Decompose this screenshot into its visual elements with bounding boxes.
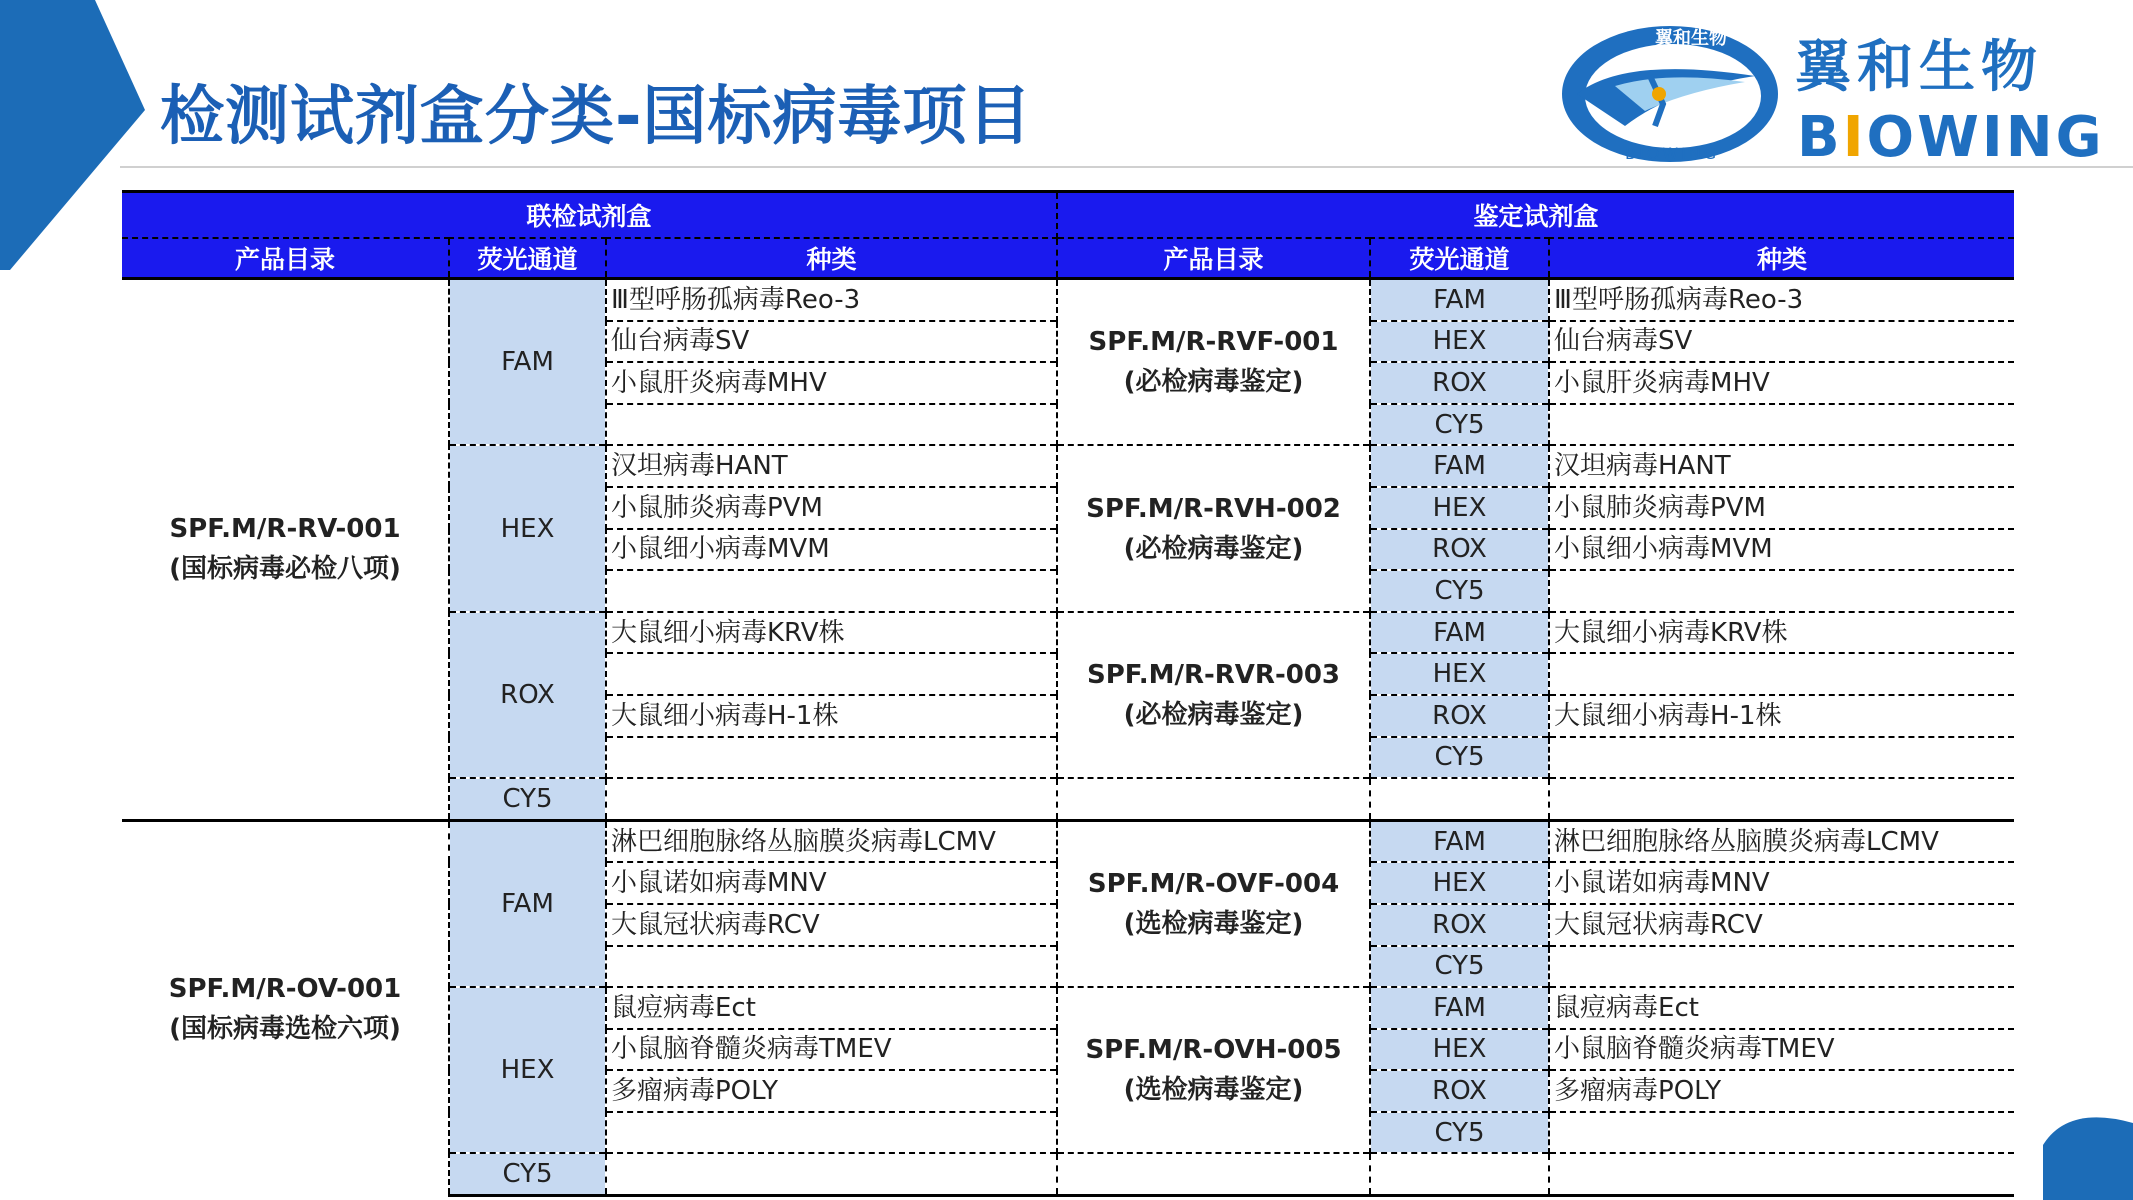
logo-en-part: B <box>1797 105 1843 170</box>
species-cell: 小鼠脑脊髓炎病毒TMEV <box>1549 1029 2014 1071</box>
species-cell: 仙台病毒SV <box>606 321 1057 363</box>
channel-cell: FAM <box>1370 279 1549 321</box>
empty-cell <box>1370 1153 1549 1195</box>
species-cell <box>1549 778 2014 820</box>
emblem-text-en: BIOWING <box>1625 144 1720 163</box>
product-code: SPF.M/R-OVH-005 <box>1085 1035 1342 1066</box>
product-cell <box>122 820 449 1195</box>
logo-en-part: OWING <box>1866 105 2105 170</box>
column-header-species: 种类 <box>1549 238 2014 279</box>
channel-cell: FAM <box>1370 820 1549 862</box>
species-cell: 大鼠细小病毒H-1株 <box>606 695 1057 737</box>
channel-cell: ROX <box>1370 529 1549 571</box>
species-cell: 小鼠诺如病毒MNV <box>606 862 1057 904</box>
product-cell <box>122 279 449 821</box>
species-cell: 小鼠肝炎病毒MHV <box>1549 362 2014 404</box>
channel-cell: FAM <box>449 820 606 987</box>
species-cell: 汉坦病毒HANT <box>606 445 1057 487</box>
logo-en-accent: I <box>1842 105 1867 170</box>
species-cell <box>606 653 1057 695</box>
empty-cell <box>1370 778 1549 820</box>
species-cell <box>606 404 1057 446</box>
species-cell: 大鼠细小病毒H-1株 <box>1549 695 2014 737</box>
empty-cell <box>1057 778 1370 820</box>
species-cell <box>606 946 1057 988</box>
channel-cell: ROX <box>449 612 606 778</box>
species-cell <box>606 1153 1057 1195</box>
table-row <box>122 279 2014 321</box>
product-code: SPF.M/R-RVF-001 <box>1088 327 1339 358</box>
species-cell <box>606 778 1057 820</box>
corner-decoration-bottom-right <box>2023 1105 2133 1200</box>
product-desc: (必检病毒鉴定) <box>1123 367 1304 398</box>
species-cell: 大鼠冠状病毒RCV <box>1549 904 2014 946</box>
channel-cell: CY5 <box>449 778 606 820</box>
channel-cell: ROX <box>1370 362 1549 404</box>
channel-cell: HEX <box>1370 653 1549 695</box>
species-cell <box>606 570 1057 612</box>
channel-cell: CY5 <box>1370 737 1549 779</box>
channel-cell: CY5 <box>1370 404 1549 446</box>
product-code: SPF.M/R-OV-001 <box>168 973 402 1004</box>
product-desc: (必检病毒鉴定) <box>1123 699 1304 730</box>
product-cell <box>1057 987 1370 1153</box>
species-cell: 大鼠细小病毒KRV株 <box>1549 612 2014 654</box>
species-cell <box>1549 570 2014 612</box>
product-desc: (国标病毒选检六项) <box>169 1013 401 1044</box>
column-header-product: 产品目录 <box>1057 238 1370 279</box>
channel-cell: CY5 <box>1370 570 1549 612</box>
product-desc: (选检病毒鉴定) <box>1123 1075 1304 1106</box>
species-cell: 多瘤病毒POLY <box>1549 1070 2014 1112</box>
channel-cell: HEX <box>1370 321 1549 363</box>
species-cell: 淋巴细胞脉络丛脑膜炎病毒LCMV <box>606 820 1057 862</box>
species-cell <box>606 1112 1057 1154</box>
species-cell: 小鼠肝炎病毒MHV <box>606 362 1057 404</box>
species-cell: 小鼠细小病毒MVM <box>1549 529 2014 571</box>
product-desc: (选检病毒鉴定) <box>1123 908 1304 939</box>
empty-cell <box>1057 1153 1370 1195</box>
emblem-text-cn: 翼和生物 <box>1655 28 1727 49</box>
species-cell <box>1549 737 2014 779</box>
species-cell: 小鼠诺如病毒MNV <box>1549 862 2014 904</box>
species-cell: 大鼠细小病毒KRV株 <box>606 612 1057 654</box>
logo-name-cn: 翼和生物 <box>1795 35 2043 100</box>
channel-cell: HEX <box>1370 862 1549 904</box>
column-header-product: 产品目录 <box>122 238 449 279</box>
channel-cell: FAM <box>1370 445 1549 487</box>
species-cell: 小鼠肺炎病毒PVM <box>1549 487 2014 529</box>
channel-cell: HEX <box>449 445 606 611</box>
product-cell <box>1057 820 1370 987</box>
species-cell: 多瘤病毒POLY <box>606 1070 1057 1112</box>
channel-cell: HEX <box>449 987 606 1153</box>
virus-kit-table <box>122 190 2014 1197</box>
channel-cell: ROX <box>1370 1070 1549 1112</box>
wing-emblem-icon <box>1555 16 1785 166</box>
product-code: SPF.M/R-OVF-004 <box>1087 868 1340 899</box>
virus-kit-table-container <box>122 190 2014 1190</box>
product-code: SPF.M/R-RVH-002 <box>1086 493 1341 524</box>
channel-cell: CY5 <box>1370 946 1549 988</box>
group-header-combined-kit: 联检试剂盒 <box>122 192 1057 239</box>
species-cell <box>1549 653 2014 695</box>
channel-cell: CY5 <box>1370 1112 1549 1154</box>
channel-cell: FAM <box>449 279 606 446</box>
page-title: 检测试剂盒分类-国标病毒项目 <box>160 80 1033 154</box>
species-cell: 淋巴细胞脉络丛脑膜炎病毒LCMV <box>1549 820 2014 862</box>
product-code: SPF.M/R-RVR-003 <box>1087 659 1341 690</box>
species-cell <box>606 737 1057 779</box>
species-cell <box>1549 404 2014 446</box>
species-cell <box>1549 1153 2014 1195</box>
species-cell <box>1549 1112 2014 1154</box>
species-cell: Ⅲ型呼肠孤病毒Reo-3 <box>1549 279 2014 321</box>
species-cell: 仙台病毒SV <box>1549 321 2014 363</box>
product-code: SPF.M/R-RV-001 <box>169 514 401 545</box>
column-header-species: 种类 <box>606 238 1057 279</box>
species-cell: Ⅲ型呼肠孤病毒Reo-3 <box>606 279 1057 321</box>
product-desc: (必检病毒鉴定) <box>1123 533 1304 564</box>
species-cell: 鼠痘病毒Ect <box>1549 987 2014 1029</box>
species-cell: 小鼠细小病毒MVM <box>606 529 1057 571</box>
channel-cell: HEX <box>1370 487 1549 529</box>
species-cell: 汉坦病毒HANT <box>1549 445 2014 487</box>
channel-cell: FAM <box>1370 987 1549 1029</box>
product-cell <box>1057 612 1370 778</box>
species-cell: 小鼠肺炎病毒PVM <box>606 487 1057 529</box>
table-row <box>122 820 2014 862</box>
company-logo <box>1555 16 2115 170</box>
group-header-identification-kit: 鉴定试剂盒 <box>1057 192 2014 239</box>
logo-name-en <box>1797 106 2105 170</box>
column-header-channel: 荧光通道 <box>449 238 606 279</box>
species-cell: 小鼠脑脊髓炎病毒TMEV <box>606 1029 1057 1071</box>
channel-cell: FAM <box>1370 612 1549 654</box>
product-cell <box>1057 279 1370 446</box>
column-header-channel: 荧光通道 <box>1370 238 1549 279</box>
channel-cell: ROX <box>1370 695 1549 737</box>
product-desc: (国标病毒必检八项) <box>169 554 401 585</box>
channel-cell: HEX <box>1370 1029 1549 1071</box>
species-cell: 鼠痘病毒Ect <box>606 987 1057 1029</box>
channel-cell: CY5 <box>449 1153 606 1195</box>
species-cell: 大鼠冠状病毒RCV <box>606 904 1057 946</box>
channel-cell: ROX <box>1370 904 1549 946</box>
species-cell <box>1549 946 2014 988</box>
product-cell <box>1057 445 1370 611</box>
